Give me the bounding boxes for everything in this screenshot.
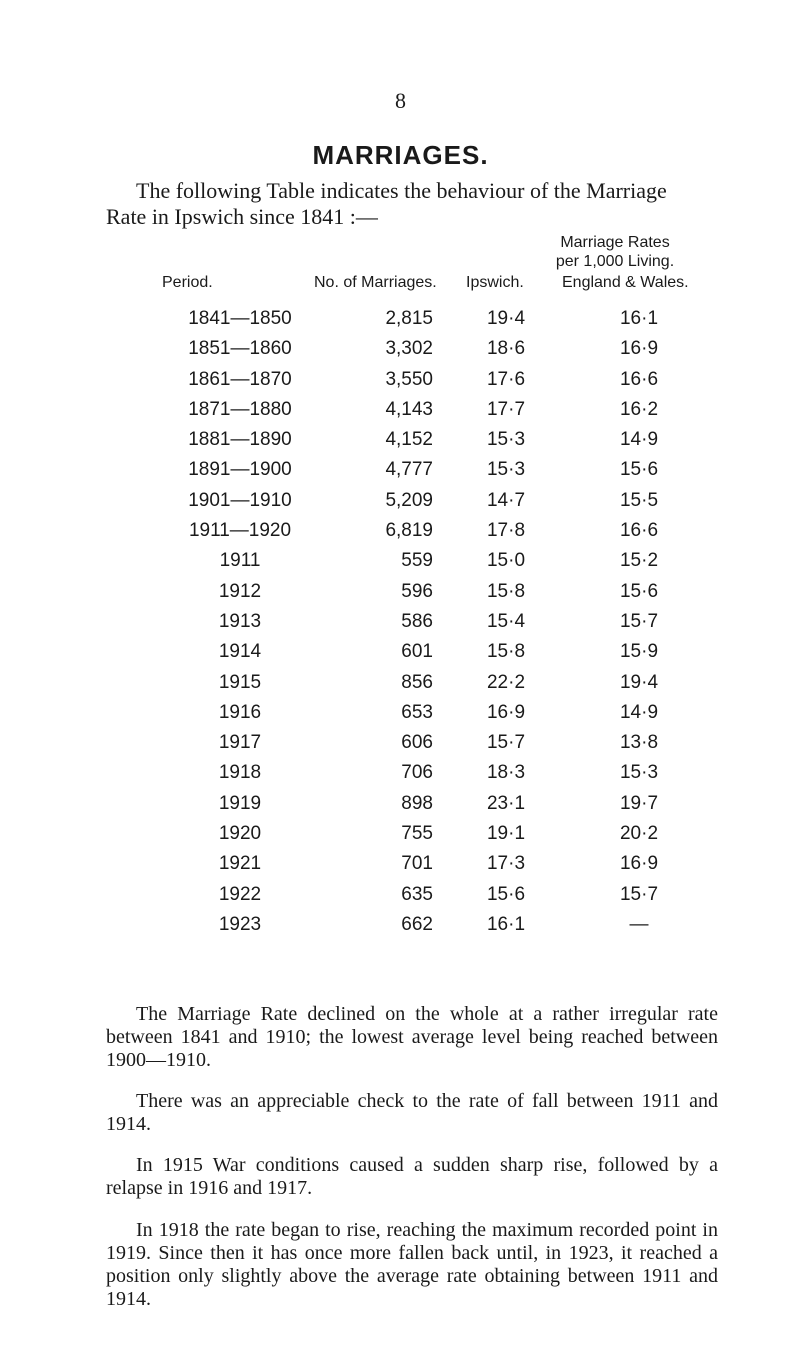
cell-ipswich-rate: 16·9 [486, 701, 526, 723]
group-header-line-2: per 1,000 Living. [555, 253, 675, 270]
table-row [0, 520, 801, 550]
cell-ipswich-rate: 15·6 [486, 883, 526, 905]
cell-marriages: 596 [401, 580, 433, 602]
cell-ipswich-rate: 19·4 [486, 308, 526, 329]
table-row [0, 399, 801, 429]
cell-england-wales-rate: 15·2 [619, 550, 659, 572]
paragraph-4 [106, 1219, 718, 1311]
cell-period: 1918 [218, 762, 262, 784]
column-header-period: Period. [162, 274, 213, 291]
cell-ipswich-rate: 19·1 [486, 823, 526, 845]
paragraph-4-text: In 1918 the rate began to rise, reaching the maximum recorded point in 1919. Since then it has once more fallen back until, in 1923, it reached a position only slightly above the average rate obtaining between 1911 and 1914. [106, 1219, 718, 1310]
cell-period: 1913 [218, 610, 262, 632]
paragraph-1-text: The Marriage Rate declined on the whole at a rather irregular rate between 1841 and 1910; the lowest average level being reached between 1900—1910. [106, 1003, 718, 1071]
cell-marriages: 606 [401, 732, 433, 754]
cell-period: 1871—1880 [188, 398, 292, 420]
cell-period: 1921 [218, 853, 262, 875]
paragraph-3-text: In 1915 War conditions caused a sudden sharp rise, followed by a relapse in 1916 and 1917. [106, 1154, 718, 1199]
table-row [0, 369, 801, 399]
cell-marriages: 4,143 [385, 398, 433, 420]
paragraph-1 [106, 1003, 718, 1072]
table-row [0, 884, 801, 914]
cell-england-wales-rate: 16·6 [619, 520, 659, 542]
page-number: 8 [395, 88, 406, 113]
table-row [0, 672, 801, 702]
cell-period: 1917 [218, 732, 262, 754]
cell-marriages: 2,815 [385, 308, 433, 329]
cell-marriages: 653 [401, 701, 433, 723]
cell-marriages: 586 [401, 610, 433, 632]
table-row [0, 459, 801, 489]
group-header-line-1: Marriage Rates [560, 234, 670, 251]
table-row [0, 611, 801, 641]
page-title: MARRIAGES. [312, 140, 489, 170]
cell-marriages: 898 [401, 792, 433, 814]
cell-marriages: 559 [401, 550, 433, 572]
cell-england-wales-rate: 15·6 [619, 459, 659, 481]
cell-ipswich-rate: 15·8 [486, 580, 526, 602]
cell-period: 1916 [218, 701, 262, 723]
cell-ipswich-rate: 23·1 [486, 792, 526, 814]
cell-period: 1914 [218, 641, 262, 663]
cell-ipswich-rate: 14·7 [486, 489, 526, 511]
cell-period: 1911—1920 [188, 520, 292, 542]
cell-period: 1911 [219, 550, 261, 572]
table-row [0, 702, 801, 732]
column-header-england-wales: England & Wales. [562, 274, 689, 291]
cell-ipswich-rate: 15·7 [486, 732, 526, 754]
paragraph-2 [106, 1090, 718, 1136]
cell-period: 1861—1870 [188, 368, 292, 390]
table-row [0, 308, 801, 338]
table-row [0, 793, 801, 823]
cell-period: 1922 [218, 883, 262, 905]
cell-marriages: 5,209 [385, 489, 433, 511]
table-row [0, 581, 801, 611]
cell-england-wales-rate: 15·7 [619, 610, 659, 632]
cell-marriages: 4,777 [385, 459, 433, 481]
cell-marriages: 856 [401, 671, 433, 693]
cell-ipswich-rate: 17·3 [486, 853, 526, 875]
column-header-ipswich: Ipswich. [466, 274, 524, 291]
cell-england-wales-rate: 15·6 [619, 580, 659, 602]
cell-england-wales-rate: 15·9 [619, 641, 659, 663]
cell-period: 1912 [218, 580, 262, 602]
cell-marriages: 755 [401, 823, 433, 845]
cell-england-wales-rate: 16·9 [619, 338, 659, 360]
cell-ipswich-rate: 22·2 [486, 671, 526, 693]
cell-england-wales-rate: — [629, 913, 649, 935]
table-row [0, 914, 801, 944]
cell-period: 1920 [218, 823, 262, 845]
table-row [0, 641, 801, 671]
paragraph-2-text: There was an appreciable check to the rate of fall between 1911 and 1914. [106, 1090, 718, 1135]
cell-england-wales-rate: 19·7 [619, 792, 659, 814]
cell-marriages: 6,819 [385, 520, 433, 542]
cell-marriages: 3,550 [385, 368, 433, 390]
cell-marriages: 635 [401, 883, 433, 905]
cell-england-wales-rate: 16·9 [619, 853, 659, 875]
cell-england-wales-rate: 19·4 [619, 671, 659, 693]
cell-marriages: 601 [401, 641, 433, 663]
intro-text [106, 178, 706, 230]
cell-marriages: 3,302 [385, 338, 433, 360]
marriage-rates-group-header [490, 233, 740, 271]
column-header-marriages: No. of Marriages. [314, 274, 437, 291]
cell-england-wales-rate: 15·5 [619, 489, 659, 511]
cell-england-wales-rate: 15·7 [619, 883, 659, 905]
cell-marriages: 706 [401, 762, 433, 784]
intro-line-1: The following Table indicates the behaviour of the Marriage [136, 178, 667, 203]
cell-marriages: 701 [401, 853, 433, 875]
table-row [0, 429, 801, 459]
table-row [0, 823, 801, 853]
cell-ipswich-rate: 15·3 [486, 429, 526, 451]
cell-ipswich-rate: 16·1 [486, 913, 526, 935]
cell-ipswich-rate: 15·8 [486, 641, 526, 663]
table-row [0, 338, 801, 368]
cell-period: 1923 [218, 913, 262, 935]
cell-ipswich-rate: 17·7 [486, 398, 526, 420]
cell-england-wales-rate: 13·8 [619, 732, 659, 754]
table-row [0, 490, 801, 520]
cell-marriages: 4,152 [385, 429, 433, 451]
cell-ipswich-rate: 17·8 [486, 520, 526, 542]
cell-england-wales-rate: 16·2 [619, 398, 659, 420]
cell-period: 1915 [218, 671, 262, 693]
cell-england-wales-rate: 15·3 [619, 762, 659, 784]
cell-england-wales-rate: 14·9 [619, 429, 659, 451]
paragraph-3 [106, 1154, 718, 1200]
cell-period: 1901—1910 [188, 489, 292, 511]
intro-line-2: Rate in Ipswich since 1841 :— [106, 204, 378, 229]
table-row [0, 853, 801, 883]
cell-ipswich-rate: 17·6 [486, 368, 526, 390]
cell-period: 1891—1900 [188, 459, 292, 481]
cell-marriages: 662 [401, 913, 433, 935]
cell-period: 1841—1850 [188, 308, 292, 329]
cell-ipswich-rate: 18·6 [486, 338, 526, 360]
cell-ipswich-rate: 18·3 [486, 762, 526, 784]
table-row [0, 732, 801, 762]
cell-england-wales-rate: 14·9 [619, 701, 659, 723]
table-row [0, 550, 801, 580]
cell-england-wales-rate: 20·2 [619, 823, 659, 845]
cell-period: 1851—1860 [188, 338, 292, 360]
cell-england-wales-rate: 16·6 [619, 368, 659, 390]
cell-england-wales-rate: 16·1 [619, 308, 659, 329]
table-row [0, 762, 801, 792]
cell-ipswich-rate: 15·4 [486, 610, 526, 632]
cell-period: 1919 [218, 792, 262, 814]
cell-period: 1881—1890 [188, 429, 292, 451]
marriage-rates-table [0, 308, 801, 944]
cell-ipswich-rate: 15·3 [486, 459, 526, 481]
cell-ipswich-rate: 15·0 [486, 550, 526, 572]
